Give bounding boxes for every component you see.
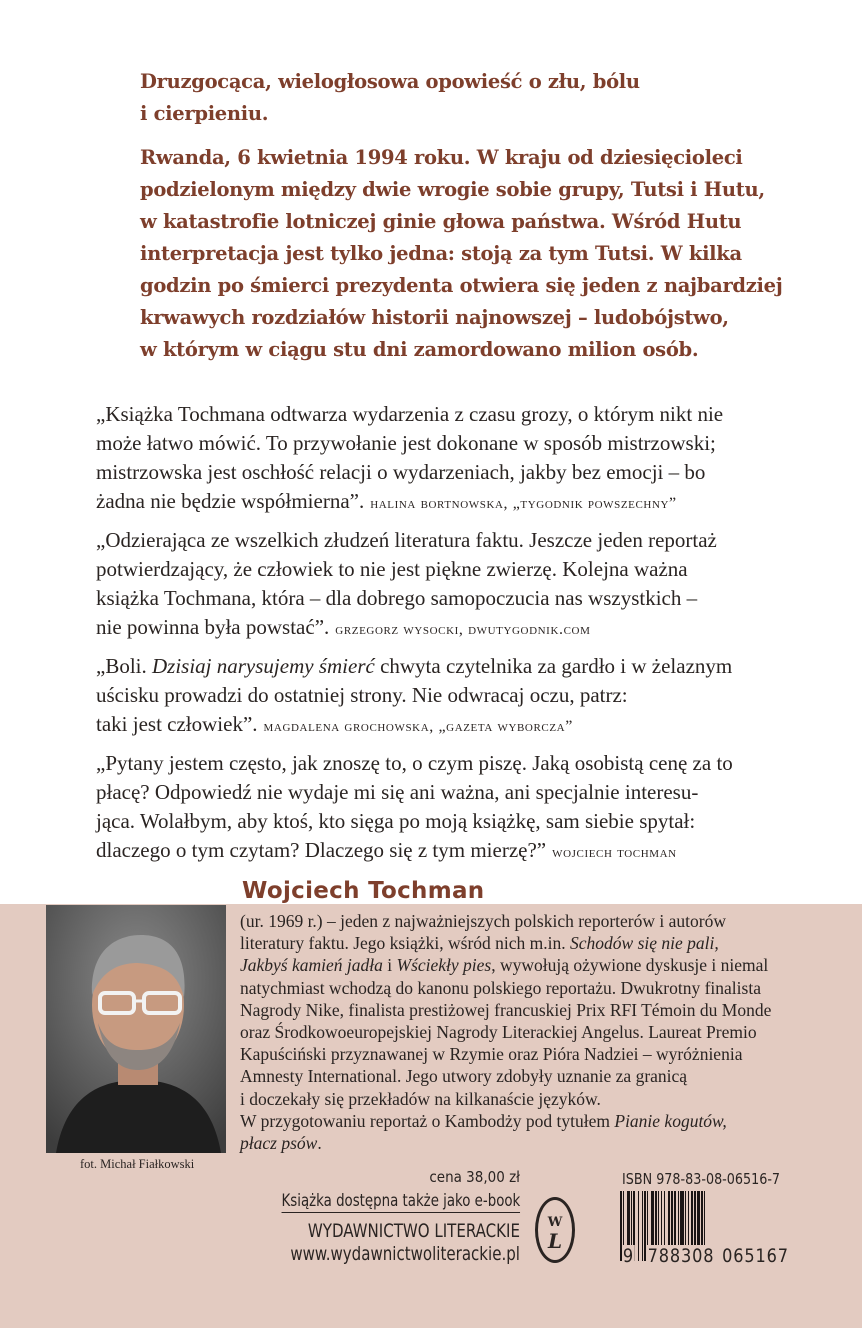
text-segment: W przygotowaniu reportaż o Kambodży pod tytułem	[240, 1110, 615, 1131]
svg-text:W: W	[547, 1215, 563, 1230]
text-segment: i	[382, 955, 397, 976]
italic-title: Schodów się nie pali,	[570, 933, 719, 954]
intro-line: interpretacja jest tylko jedna: stoją za tym Tutsi. W kilka	[140, 242, 742, 265]
ebook-note: Książka dostępna także jako e-book	[281, 1191, 520, 1213]
intro-line: w którym w ciągu stu dni zamordowano milion osób.	[140, 338, 699, 361]
quote-line: jąca. Wolałbym, aby ktoś, kto sięga po moją książkę, sam siebie spytał:	[96, 809, 696, 833]
quote-attribution: wojciech tochman	[552, 844, 677, 861]
italic-title: płacz psów	[240, 1132, 318, 1153]
bio-line: (ur. 1969 r.) – jeden z najważniejszych polskich reporterów i autorów	[240, 911, 726, 931]
italic-title: Pianie kogutów,	[614, 1110, 727, 1131]
bio-line	[240, 1110, 840, 1132]
text-segment: „Boli.	[96, 654, 152, 678]
publisher-logo	[535, 1197, 575, 1263]
intro-line: krwawych rozdziałów historii najnowszej – ludobójstwo,	[140, 306, 729, 329]
bio-line: oraz Środkowoeuropejskiej Nagrody Literackiej Angelus. Laureat Premio	[240, 1021, 757, 1042]
quote-line: może łatwo mówić. To przywołanie jest dokonane w sposób mistrzowski;	[96, 431, 716, 455]
text-segment: literatury faktu. Jego książki, wśród nich m.in.	[240, 933, 570, 954]
ean-digits-left: 788308	[647, 1245, 715, 1267]
intro-line: godzin po śmierci prezydenta otwiera się jeden z najbardziej	[140, 274, 783, 297]
quote-attribution: halina bortnowska, „tygodnik powszechny”	[370, 495, 677, 512]
quote-line: taki jest człowiek”. magdalena grochowska, „gazeta wyborcza”	[96, 712, 573, 736]
bio-line	[240, 932, 840, 954]
intro-line: Rwanda, 6 kwietnia 1994 roku. W kraju od dziesięcioleci	[140, 146, 743, 169]
quote-line: uścisku prowadzi do ostatniej strony. Nie odwracaj oczu, patrz:	[96, 683, 628, 707]
review-quotes	[96, 400, 836, 865]
publisher-name: WYDAWNICTWO LITERACKIE	[307, 1220, 520, 1242]
ean-digits	[622, 1245, 790, 1267]
quote-line: żadna nie będzie współmierna”. halina bortnowska, „tygodnik powszechny”	[96, 489, 677, 513]
author-bio	[240, 910, 840, 1154]
intro-line: i cierpieniu.	[140, 102, 269, 125]
ean-digit-lead: 9	[622, 1245, 634, 1267]
bio-line: Amnesty International. Jego utwory zdobyły uznanie za granicą	[240, 1066, 688, 1087]
bio-line: i doczekały się przekładów na kilkanaście języków.	[240, 1088, 601, 1109]
intro-line: w katastrofie lotniczej ginie głowa państwa. Wśród Hutu	[140, 210, 742, 233]
quote-line: płacę? Odpowiedź nie wydaje mi się ani ważna, ani specjalnie interesu-	[96, 780, 699, 804]
bio-line	[240, 1132, 840, 1154]
quote-line: dlaczego o tym czytam? Dlaczego się z tym mierzę?” wojciech tochman	[96, 838, 677, 862]
quote-line: „Odzierająca ze wszelkich złudzeń literatura faktu. Jeszcze jeden reportaż	[96, 528, 717, 552]
quote-attribution: magdalena grochowska, „gazeta wyborcza”	[263, 718, 573, 735]
bio-line: Nagrody Nike, finalista prestiżowej francuskiej Prix RFI Témoin du Monde	[240, 999, 772, 1020]
quote-line: „Książka Tochmana odtwarza wydarzenia z czasu grozy, o którym nikt nie	[96, 402, 724, 426]
bio-line	[240, 954, 840, 976]
ean-digits-right: 065167	[722, 1245, 789, 1267]
quote-line: mistrzowska jest oschłość relacji o wydarzeniach, jakby bez emocji – bo	[96, 460, 706, 484]
text-segment: chwyta czytelnika za gardło i w żelaznym	[374, 654, 733, 678]
isbn: ISBN 978-83-08-06516-7	[622, 1170, 781, 1188]
quote-line: nie powinna była powstać”. grzegorz wysocki, dwutygodnik.com	[96, 615, 591, 639]
author-name: Wojciech Tochman	[242, 878, 485, 904]
price: cena 38,00 zł	[429, 1168, 520, 1186]
text-segment: .	[317, 1132, 322, 1153]
quote-line: „Pytany jestem często, jak znoszę to, o czym piszę. Jaką osobistą cenę za to	[96, 751, 733, 775]
author-photo	[46, 905, 226, 1153]
photo-caption: fot. Michał Fiałkowski	[80, 1157, 195, 1171]
italic-title: Wściekły pies	[396, 955, 492, 976]
bio-line: Kapuściński przyznawanej w Rzymie oraz Pióra Nadziei – wyróżnienia	[240, 1044, 743, 1065]
italic-title: Jakbyś kamień jadła	[240, 955, 383, 976]
intro-blurb	[140, 66, 840, 366]
bio-line: natychmiast wchodzą do kanonu polskiego reportażu. Dwukrotny finalista	[240, 977, 761, 998]
quote-attribution: grzegorz wysocki, dwutygodnik.com	[335, 621, 591, 638]
intro-line: podzielonym między dwie wrogie sobie grupy, Tutsi i Hutu,	[140, 178, 765, 201]
quote-line: potwierdzający, że człowiek to nie jest piękne zwierzę. Kolejna ważna	[96, 557, 688, 581]
italic-title: Dzisiaj narysujemy śmierć	[152, 654, 375, 678]
quote-line	[96, 652, 836, 681]
quote-line: książka Tochmana, która – dla dobrego samopoczucia nas wszystkich –	[96, 586, 698, 610]
intro-line: Druzgocąca, wielogłosowa opowieść o złu, bólu	[140, 70, 640, 93]
publisher-website: www.wydawnictwoliterackie.pl	[290, 1243, 520, 1265]
text-segment: , wywołują ożywione dyskusje i niemal	[491, 955, 769, 976]
svg-text:L: L	[547, 1229, 563, 1253]
